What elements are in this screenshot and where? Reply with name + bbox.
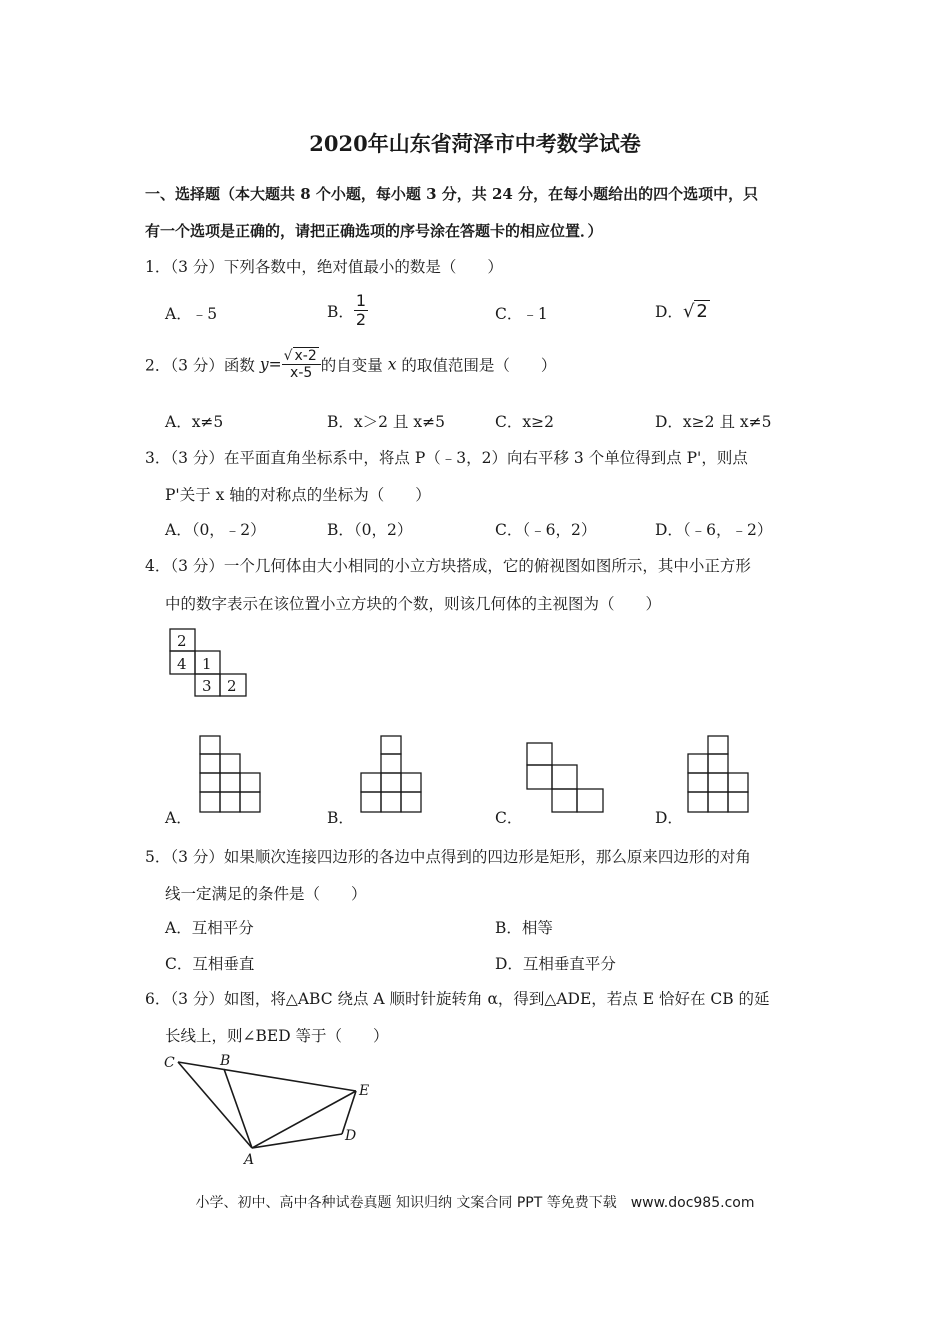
q1-c-label: C．: [495, 305, 523, 323]
q4-line1: 4．（3 分）一个几何体由大小相同的小立方块搭成，它的俯视图如图所示，其中小正方形: [145, 557, 751, 575]
grid-number: 3: [202, 677, 212, 695]
q4-option-d-label: D．: [655, 809, 683, 827]
q4-option-c-figure: [526, 742, 608, 816]
q6-line2: 长线上，则∠BED 等于（ ）: [165, 1027, 389, 1045]
q2-fraction: [282, 348, 321, 381]
q2-suffix2: 的取值范围是（ ）: [396, 356, 557, 375]
q4-line2: 中的数字表示在该位置小立方块的个数，则该几何体的主视图为（ ）: [165, 595, 662, 613]
footer-text: 小学、初中、高中各种试卷真题 知识归纳 文案合同 PPT 等免费下载 www.doc985.com: [195, 1195, 755, 1211]
q4-option-d-figure: [687, 735, 751, 815]
segment-ce: [178, 1062, 356, 1091]
q4-top-view-grid: [169, 628, 249, 698]
point-label-b: B: [220, 1053, 231, 1069]
q1-b-numerator: 1: [355, 291, 367, 310]
q2-prefix: 2．（3 分）函数: [145, 356, 260, 375]
section-header-line1: 一、选择题（本大题共 8 个小题，每小题 3 分，共 24 分，在每小题给出的四个选项中，只: [145, 185, 759, 203]
point-label-c: C: [164, 1055, 175, 1071]
point-label-a: A: [244, 1152, 255, 1168]
q2-radicand: x-2: [294, 348, 317, 364]
q2-stem: [145, 348, 556, 381]
q1-c-value: ﹣1: [522, 305, 548, 323]
q4-option-c-label: C．: [495, 809, 523, 827]
q1-option-d: [655, 300, 710, 322]
q4-option-a-label: A．: [165, 809, 192, 827]
q2-option-a: A．x≠5: [165, 413, 224, 431]
q3-option-b: B．（0，2）: [327, 521, 413, 539]
q6-line1: 6．（3 分）如图，将△ABC 绕点 A 顺时针旋转角 α，得到△ADE，若点 E 恰好在 CB 的延: [145, 990, 770, 1008]
q1-option-a: [165, 302, 217, 324]
q1-option-b: [327, 292, 368, 330]
q2-var-y: y: [259, 355, 269, 374]
q2-eq: =: [268, 355, 282, 374]
q2-var-x: x: [387, 355, 397, 374]
q1-b-fraction: [354, 292, 368, 330]
q4-option-b-label: B．: [327, 809, 354, 827]
q4-option-b-figure: [360, 735, 424, 815]
q1-b-label: B．: [327, 302, 354, 321]
page-title: 2020年山东省菏泽市中考数学试卷: [309, 131, 641, 156]
grid-number: 2: [177, 632, 187, 650]
segment-ba: [224, 1069, 252, 1148]
section-header-line2: 有一个选项是正确的，请把正确选项的序号涂在答题卡的相应位置．）: [145, 222, 603, 240]
q5-line2: 线一定满足的条件是（ ）: [165, 885, 367, 903]
q1-stem: 1．（3 分）下列各数中，绝对值最小的数是（ ）: [145, 258, 503, 276]
grid-number: 1: [202, 655, 212, 673]
q1-b-denominator: 2: [355, 310, 367, 330]
q1-option-c: [495, 302, 548, 324]
point-label-e: E: [359, 1083, 370, 1099]
q3-line2: P'关于 x 轴的对称点的坐标为（ ）: [165, 486, 431, 504]
q3-option-a: A．（0，﹣2）: [165, 521, 266, 539]
q5-option-c: C．互相垂直: [165, 955, 255, 973]
point-label-d: D: [345, 1128, 357, 1144]
q1-d-radicand: 2: [696, 301, 708, 322]
q3-option-c: C．（﹣6，2）: [495, 521, 597, 539]
q5-option-b: B．相等: [495, 919, 553, 937]
q5-line1: 5．（3 分）如果顺次连接四边形的各边中点得到的四边形是矩形，那么原来四边形的对角: [145, 848, 751, 866]
q5-option-d: D．互相垂直平分: [495, 955, 616, 973]
q3-option-d: D．（﹣6，﹣2）: [655, 521, 773, 539]
q2-option-d: D．x≥2 且 x≠5: [655, 413, 772, 431]
q1-d-sqrt: √ 2: [682, 301, 708, 322]
q6-triangle-figure: [160, 1050, 380, 1170]
q5-option-a: A．互相平分: [165, 919, 254, 937]
q2-option-b: B．x＞2 且 x≠5: [327, 413, 445, 431]
grid-number: 4: [177, 655, 187, 673]
q2-sqrt: √ x-2: [283, 348, 317, 364]
q4-option-a-figure: [199, 735, 263, 815]
segment-ca: [178, 1062, 252, 1148]
q1-a-label: A．: [165, 305, 192, 323]
q2-option-c: C．x≥2: [495, 413, 554, 431]
q2-numerator: [282, 348, 321, 365]
q2-denominator: x-5: [290, 365, 313, 382]
q1-d-label: D．: [655, 303, 683, 321]
grid-number: 2: [227, 677, 237, 695]
q3-line1: 3．（3 分）在平面直角坐标系中，将点 P（﹣3，2）向右平移 3 个单位得到点 P'，则点: [145, 449, 748, 467]
q1-a-value: ﹣5: [191, 305, 218, 323]
q2-suffix1: 的自变量: [320, 356, 388, 375]
